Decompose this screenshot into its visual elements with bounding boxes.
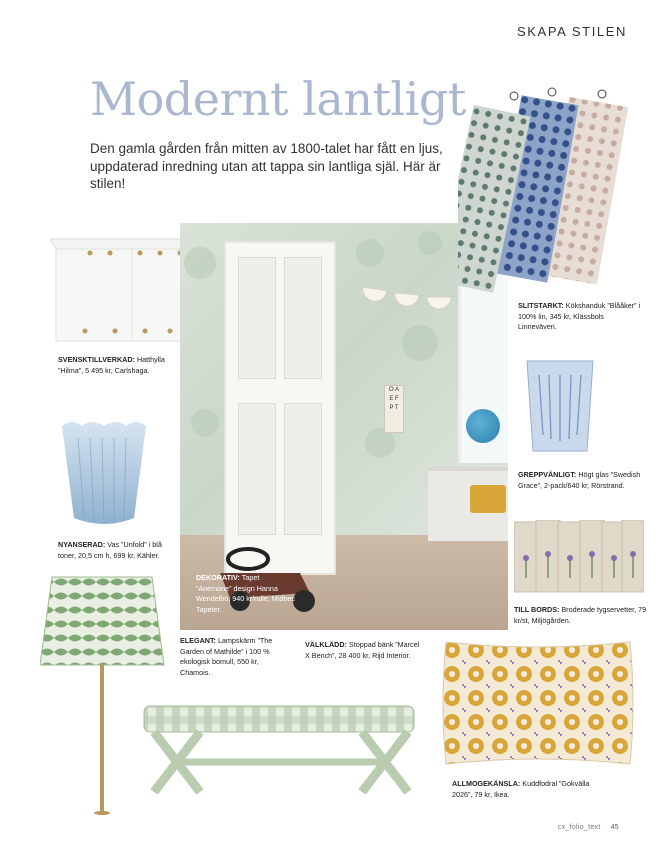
glass-image [525,355,595,455]
caption-lamp: ELEGANT: Lampskärm ”The Garden of Mathilde” i 100 % ekologisk bomull, 550 kr, Chamois. [180,636,273,677]
globe [466,409,500,443]
caption-towels: SLITSTARKT: Kökshanduk ”Blååker” i 100% lin, 345 kr, Klässbols Linneväveri. [518,301,641,331]
eye-chart: O A E F P T [384,385,404,433]
caption-room: DEKORATIV: Tapet ”Anemone” design Hanna Wendelbo, 940 kr/rulle, Midbec Tapeter. [196,573,295,614]
caption-vase: NYANSERAD: Vas ”Unfold” i blå toner, 20,5 cm h, 699 kr, Kähler. [58,540,162,560]
page-title: Modernt lantligt [90,72,466,126]
caption-napkins: TILL BORDS: Broderade tygservetter, 79 kr/st, Miljögården. [514,605,647,625]
towels-image [458,86,638,296]
napkins-image [514,520,644,594]
caption-bench: VÄLKLÄDD: Stoppad bänk ”Marcel X Bench”, 28 400 kr, Rijd Interior. [305,640,420,660]
pillow-image [440,638,636,768]
page-footer: cx_folio_text 45 [557,824,619,831]
page-number: 45 [610,824,619,831]
vase-image [58,418,150,530]
caption-shelf: SVENSKTILLVERKAD: Hatthylla ”Hilma”, 5 495 kr, Carlshaga. [58,355,165,375]
section-label: SKAPA STILEN [517,24,627,39]
intro-text: Den gamla gården från mitten av 1800-talet har fått en ljus, uppdaterad inredning utan att tappa sin lantliga själ. Här är stilen! [90,141,443,191]
bench-image [140,700,420,795]
caption-pillow: ALLMOGEKÄNSLA: Kuddfodral ”Gokvälla 2026”, 79 kr, Ikea. [452,779,590,799]
caption-glass: GREPPVÄNLIGT: Högt glas ”Swedish Grace”, 2-pack/640 kr, Rörstrand. [518,470,641,490]
